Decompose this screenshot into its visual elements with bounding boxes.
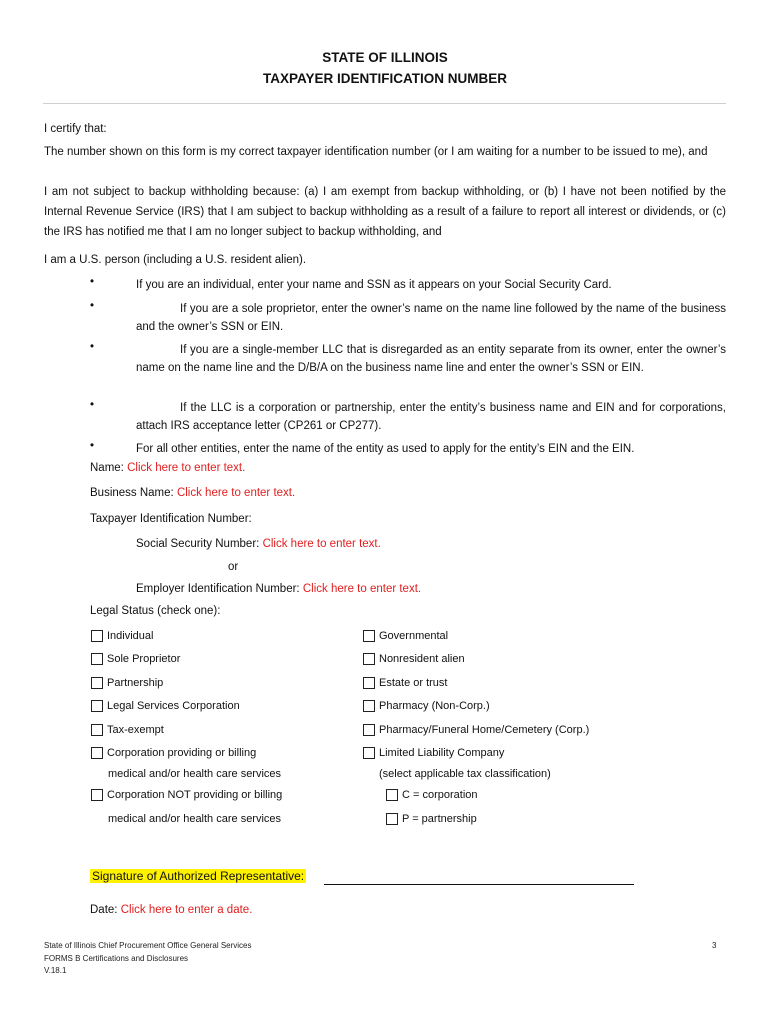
certify-paragraph-3: I am a U.S. person (including a U.S. resident alien).	[44, 254, 307, 266]
checkbox-box[interactable]	[363, 724, 375, 736]
signature-label: Signature of Authorized Representative:	[92, 869, 305, 883]
checkbox-sublabel: medical and/or health care services	[108, 813, 282, 825]
instruction-bullet-2	[136, 300, 726, 336]
checkbox-box[interactable]	[363, 700, 375, 712]
checkbox-limited-liability-company[interactable]	[363, 747, 504, 759]
checkbox-box[interactable]	[91, 700, 103, 712]
instruction-bullet-1: If you are an individual, enter your name and SSN as it appears on your Social Security Card.	[136, 279, 612, 291]
checkbox-box[interactable]	[91, 653, 103, 665]
instruction-bullet-4	[136, 399, 726, 435]
business-name-label: Business Name:	[90, 487, 174, 499]
name-input[interactable]: Click here to enter text.	[127, 462, 246, 474]
checkbox-label: Corporation NOT providing or billing	[107, 789, 283, 801]
checkbox-label: Estate or trust	[379, 677, 448, 689]
checkbox-label: Governmental	[379, 630, 449, 642]
instruction-bullet-4-text: If the LLC is a corporation or partnership, enter the entity’s business name and EIN and for corporations, attach IRS acceptance letter (CP261 or CP277).	[136, 402, 726, 432]
legal-status-label: Legal Status (check one):	[90, 605, 221, 617]
ssn-input[interactable]: Click here to enter text.	[262, 538, 381, 550]
page-number: 3	[712, 941, 717, 950]
instruction-bullet-3	[136, 341, 726, 377]
checkbox-box[interactable]	[363, 653, 375, 665]
page-title: STATE OF ILLINOIS	[322, 50, 448, 65]
checkbox-box[interactable]	[91, 789, 103, 801]
checkbox-box[interactable]	[386, 813, 398, 825]
business-name-field	[90, 487, 295, 499]
checkbox-label: Nonresident alien	[379, 653, 465, 665]
header-divider	[43, 103, 726, 104]
name-label: Name:	[90, 462, 124, 474]
date-field	[90, 904, 252, 916]
ssn-field	[136, 538, 381, 550]
ein-input[interactable]: Click here to enter text.	[302, 583, 422, 595]
checkbox-box[interactable]	[91, 677, 103, 689]
date-label: Date:	[90, 904, 118, 916]
checkbox-box[interactable]	[363, 630, 375, 642]
signature-line[interactable]	[324, 884, 634, 885]
checkbox-pharmacy-funeral-cemetery-corp[interactable]	[363, 724, 589, 736]
instruction-bullet-3-text: If you are a single-member LLC that is disregarded as an entity separate from its owner, enter the owner’s name on the name line and the D/B/A on the business name line and enter the owner’s SSN or EIN.	[136, 344, 726, 374]
checkbox-label: Pharmacy/Funeral Home/Cemetery (Corp.)	[379, 724, 590, 736]
checkbox-label: Legal Services Corporation	[107, 700, 240, 712]
certify-paragraph-2: I am not subject to backup withholding because: (a) I am exempt from backup withholding, or (b) I have not been notified by the Internal Revenue Service (IRS) that I am subject to backup withholding as a result of a failure to report all interest or dividends, or (c) the IRS has notified me that I am no longer subject to backup withholding, and	[44, 186, 726, 238]
checkbox-estate-or-trust[interactable]	[363, 677, 447, 689]
date-input[interactable]: Click here to enter a date.	[120, 904, 253, 916]
checkbox-label: Corporation providing or billing	[107, 747, 257, 759]
checkbox-individual[interactable]	[91, 630, 153, 642]
checkbox-corporation-not-providing-billing[interactable]	[91, 789, 282, 801]
certify-intro: I certify that:	[44, 123, 107, 135]
bullet-marker: •	[90, 276, 95, 288]
bullet-marker: •	[90, 440, 95, 452]
instruction-bullet-2-text: If you are a sole proprietor, enter the owner’s name on the name line followed by the name of the business and the owner’s SSN or EIN.	[136, 303, 726, 333]
bullet-marker: •	[90, 300, 95, 312]
tin-label: Taxpayer Identification Number:	[90, 513, 252, 525]
checkbox-llc-c-corporation[interactable]	[386, 789, 478, 801]
footer-line-2: FORMS B Certifications and Disclosures	[44, 954, 189, 963]
name-field	[90, 462, 245, 474]
checkbox-governmental[interactable]	[363, 630, 448, 642]
bullet-marker: •	[90, 341, 95, 353]
checkbox-label: Limited Liability Company	[379, 747, 505, 759]
checkbox-label: Individual	[107, 630, 154, 642]
ein-field	[136, 583, 421, 595]
llc-classification-note: (select applicable tax classification)	[379, 768, 551, 780]
checkbox-corporation-providing-billing[interactable]	[91, 747, 256, 759]
ein-label: Employer Identification Number:	[136, 583, 300, 595]
checkbox-nonresident-alien[interactable]	[363, 653, 465, 665]
checkbox-label: C = corporation	[402, 789, 478, 801]
checkbox-label: P = partnership	[402, 813, 477, 825]
checkbox-partnership[interactable]	[91, 677, 163, 689]
page-subtitle: TAXPAYER IDENTIFICATION NUMBER	[262, 71, 507, 86]
footer-line-3: V.18.1	[44, 966, 67, 975]
checkbox-box[interactable]	[91, 747, 103, 759]
checkbox-box[interactable]	[91, 724, 103, 736]
checkbox-pharmacy-non-corp[interactable]	[363, 700, 490, 712]
checkbox-tax-exempt[interactable]	[91, 724, 164, 736]
checkbox-label: Partnership	[107, 677, 164, 689]
checkbox-label: Pharmacy (Non-Corp.)	[379, 700, 490, 712]
checkbox-label: Tax-exempt	[107, 724, 164, 736]
checkbox-box[interactable]	[363, 747, 375, 759]
footer-line-1: State of Illinois Chief Procurement Office General Services	[44, 941, 252, 950]
checkbox-box[interactable]	[386, 789, 398, 801]
bullet-marker: •	[90, 399, 95, 411]
checkbox-sublabel: medical and/or health care services	[108, 768, 282, 780]
certify-paragraph-1: The number shown on this form is my correct taxpayer identification number (or I am waiting for a number to be issued to me), and	[44, 146, 708, 158]
checkbox-llc-p-partnership[interactable]	[386, 813, 477, 825]
checkbox-sole-proprietor[interactable]	[91, 653, 180, 665]
ssn-label: Social Security Number:	[136, 538, 260, 550]
instruction-bullet-5: For all other entities, enter the name of the entity as used to apply for the entity’s EIN and the EIN.	[136, 443, 635, 455]
checkbox-box[interactable]	[91, 630, 103, 642]
checkbox-box[interactable]	[363, 677, 375, 689]
checkbox-legal-services-corporation[interactable]	[91, 700, 240, 712]
or-text: or	[228, 561, 239, 573]
business-name-input[interactable]: Click here to enter text.	[176, 487, 296, 499]
checkbox-label: Sole Proprietor	[107, 653, 181, 665]
